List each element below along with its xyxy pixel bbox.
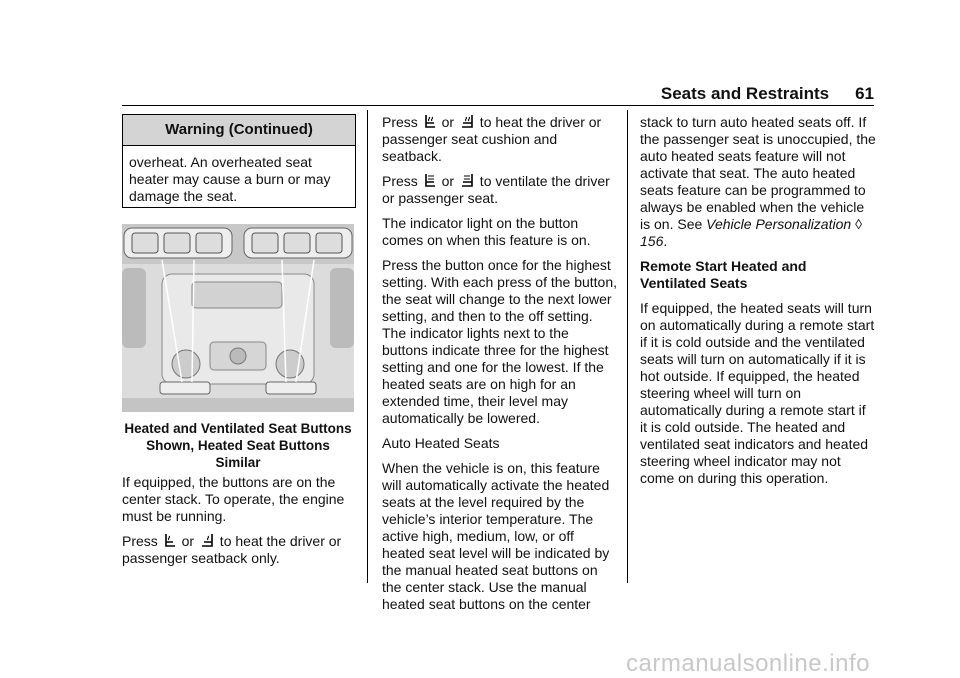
section-title: Seats and Restraints xyxy=(660,84,830,103)
passenger-seat-heat-icon xyxy=(460,114,474,129)
vehicle-personalization-link[interactable]: Vehicle Personalization xyxy=(706,216,852,232)
figure-caption: Heated and Ventilated Seat Buttons Shown, Heated Seat Buttons Similar xyxy=(124,421,352,470)
col3-paragraph-1: stack to turn auto heated seats off. If the passenger seat is unoccupied, the auto heated seats feature will not activate that seat. The auto heated seats feature can be programmed to always be enabled when the vehicle is on. See Vehicle Personalization ◊ 156. xyxy=(640,114,876,249)
col2-paragraph-3: The indicator light on the button comes on when this feature is on. xyxy=(382,215,591,248)
header-rule xyxy=(122,105,874,106)
page-ref-icon: ◊ xyxy=(855,216,862,232)
seat-buttons-figure xyxy=(122,224,354,412)
remote-start-heading: Remote Start Heated and Ventilated Seats xyxy=(640,258,807,291)
col2-paragraph-2: Press or to ventilate the driver or passenger seat. xyxy=(382,173,610,206)
col3-paragraph-2: If equipped, the heated seats will turn on automatically during a remote start if it is cold outside and the ventilated seats will turn on automatically if it is hot outside. If equipped, the heated steering wheel will turn on automatically during a remote start if it is cold outside. The heated and ventilated seat indicators and heated steering wheel indicator may not come on during this operation. xyxy=(640,300,875,486)
seat-vent-icon xyxy=(424,173,436,188)
col1-paragraph-1: If equipped, the buttons are on the center stack. To operate, the engine must be running. xyxy=(122,474,345,524)
center-stack-illustration xyxy=(122,224,354,412)
passenger-seatback-heat-icon xyxy=(200,533,214,548)
passenger-seat-vent-icon xyxy=(460,173,474,188)
seat-heat-icon xyxy=(424,114,436,129)
column-divider-2 xyxy=(627,110,628,583)
warning-title: Warning (Continued) xyxy=(123,115,355,146)
col2-paragraph-4: Press the button once for the highest setting. With each press of the button, the seat will change to the next lower setting, and then to the off setting. The indicator lights next to the buttons indicate three for the highest setting and one for the lowest. If the heated seats are on high for an extended time, their level may automatically be lowered. xyxy=(382,257,618,426)
col2-paragraph-5: When the vehicle is on, this feature will automatically activate the heated seats at the level required by the vehicle’s interior temperature. The active high, medium, low, or off heated seat level will be indicated by the manual heated seat buttons on the center stack. Use the manual heated seat buttons on the center xyxy=(382,460,610,612)
column-2 xyxy=(382,114,618,621)
seatback-heat-icon xyxy=(164,533,176,548)
page-number: 61 xyxy=(855,84,874,103)
page-header xyxy=(122,84,874,102)
page-ref-number[interactable]: 156 xyxy=(640,233,664,249)
watermark: carmanualsonline.info xyxy=(626,650,870,677)
column-1 xyxy=(122,474,356,575)
col1-paragraph-2: Press or to heat the driver or passenger seatback only. xyxy=(122,533,342,566)
col2-paragraph-1: Press or to heat the driver or passenger seat cushion and seatback. xyxy=(382,114,602,164)
column-divider-1 xyxy=(367,110,368,583)
warning-box xyxy=(122,114,356,208)
warning-text: overheat. An overheated seat heater may cause a burn or may damage the seat. xyxy=(129,154,331,204)
column-3 xyxy=(640,114,876,495)
auto-heated-seats-heading: Auto Heated Seats xyxy=(382,435,500,451)
